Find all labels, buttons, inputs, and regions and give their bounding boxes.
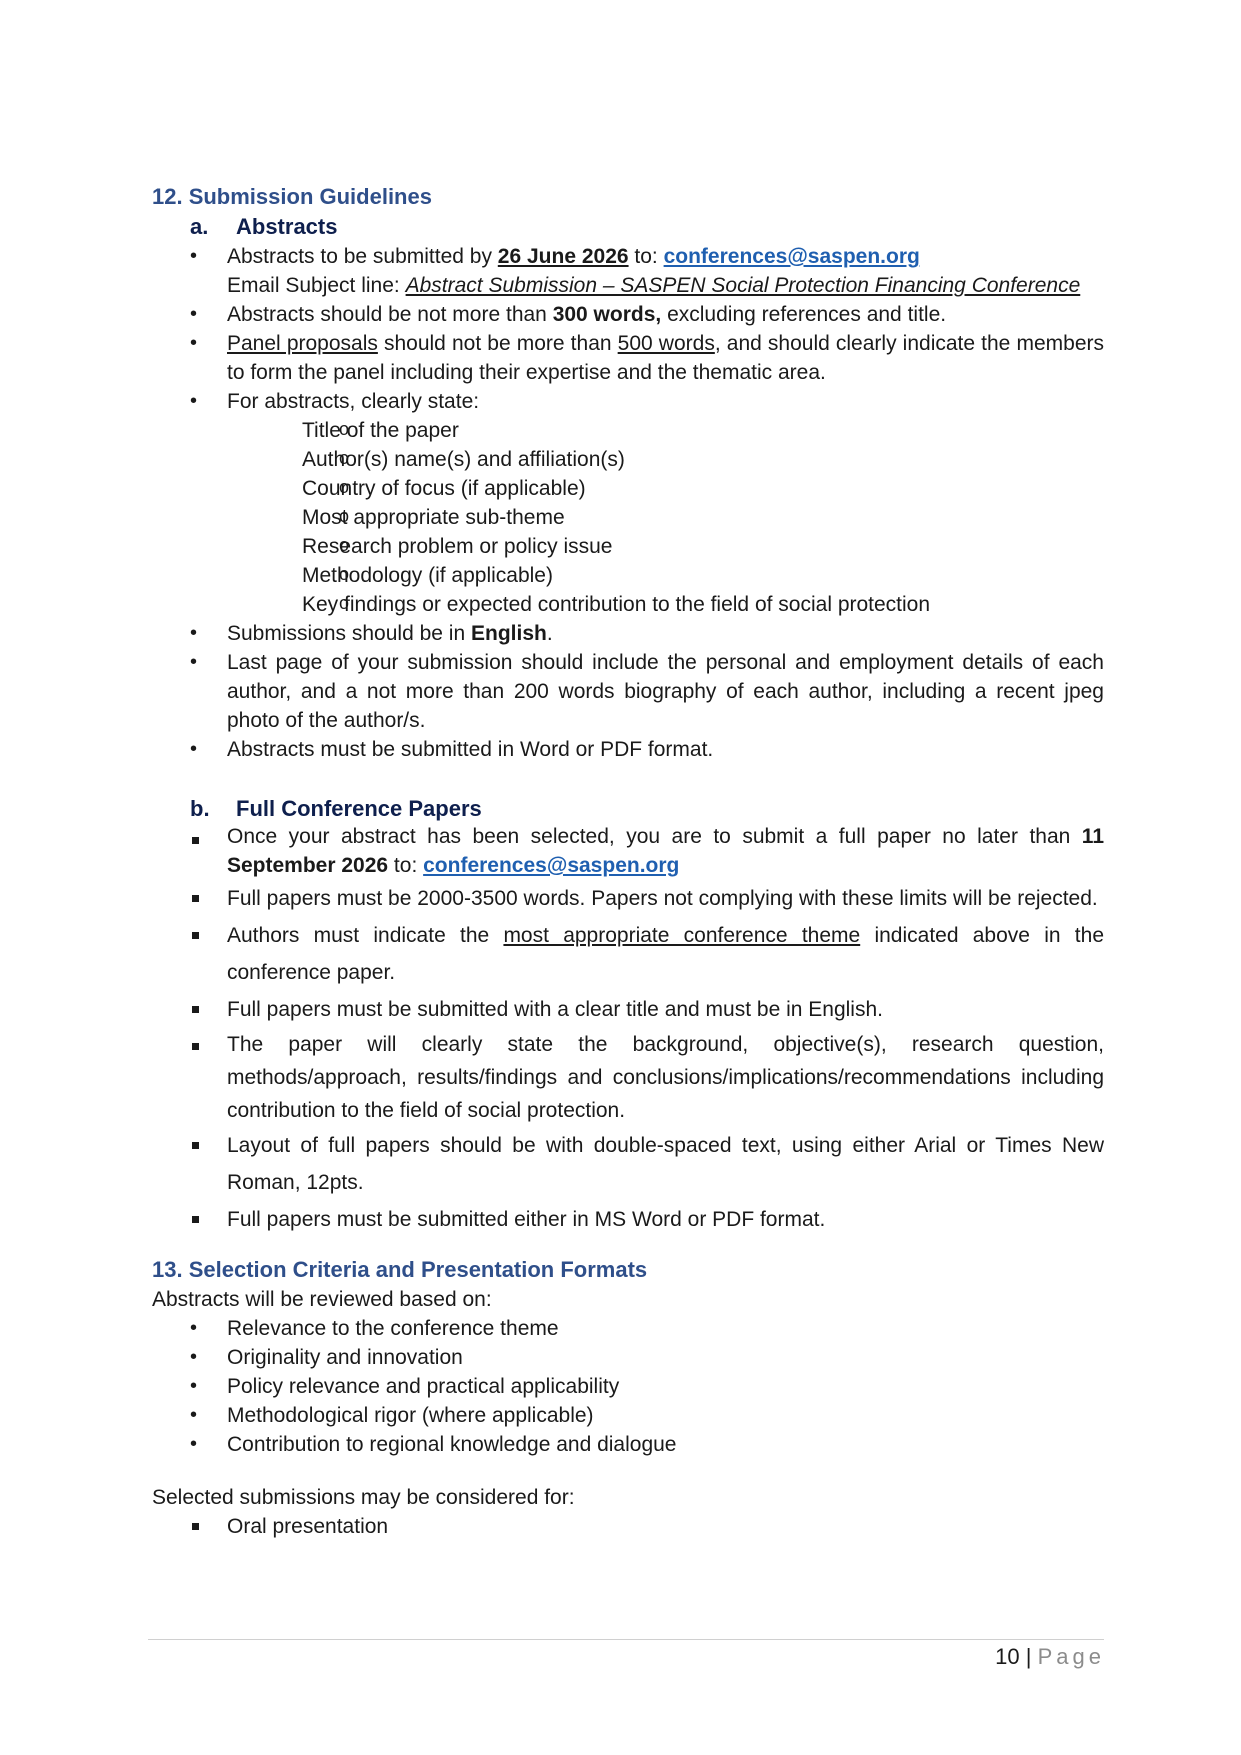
text: should not be more than (377, 332, 618, 355)
list-item: • Contribution to regional knowledge and dialogue (152, 1430, 1104, 1459)
selected-intro: Selected submissions may be considered for: (152, 1486, 575, 1509)
subsection-a-title: Abstracts (236, 214, 338, 239)
subsection-a-heading (190, 212, 1104, 242)
subsection-b-letter: b. (190, 796, 210, 821)
list-item: • Policy relevance and practical applicability (152, 1372, 1104, 1401)
text: Authors must indicate the (227, 924, 504, 947)
text: Email Subject line: (227, 274, 406, 297)
list-item: Full papers must be submitted either in MS Word or PDF format. (152, 1201, 1104, 1238)
list-item (152, 300, 1104, 329)
formats-list (152, 1512, 1104, 1541)
sub-list-item: o Most appropriate sub-theme (227, 503, 1104, 532)
sub-list-item: o Research problem or policy issue (227, 532, 1104, 561)
text: , and should clearly indicate the members to form the panel including their expertise and the thematic area. (227, 332, 1104, 384)
deadline-date: 26 June 2026 (497, 245, 629, 268)
page-label: Page (1037, 1644, 1105, 1669)
text: Abstracts to be submitted by (227, 245, 498, 268)
sub-list-item: o Methodology (if applicable) (227, 561, 1104, 590)
page-content (152, 182, 1104, 1541)
text: Once your abstract has been selected, you are to submit a full paper no later than (227, 825, 1082, 848)
panel-word-limit: 500 words (617, 332, 715, 355)
spacer (152, 764, 1104, 794)
text: excluding references and title. (661, 303, 947, 326)
email-link[interactable]: conferences@saspen.org (663, 245, 920, 268)
list-item (152, 619, 1104, 648)
language: English (470, 622, 547, 645)
list-item: • Originality and innovation (152, 1343, 1104, 1372)
panel-proposals: Panel proposals (227, 332, 378, 355)
subsection-b-heading (190, 794, 1104, 824)
text: For abstracts, clearly state: (227, 390, 480, 413)
list-item: Oral presentation (152, 1512, 1104, 1541)
section-12-heading: 12. Submission Guidelines (152, 184, 432, 209)
sub-list-item: o Key findings or expected contribution to the field of social protection (227, 590, 1104, 619)
email-subject: Abstract Submission – SASPEN Social Protection Financing Conference (405, 274, 1081, 297)
list-item (152, 917, 1104, 991)
list-item: Full papers must be 2000-3500 words. Papers not complying with these limits will be rejected. (152, 880, 1104, 917)
list-item (152, 242, 1104, 300)
deadline-date: 11 September 2026 (227, 825, 1104, 877)
footer-separator: | (1019, 1644, 1038, 1669)
theme-emphasis: most appropriate conference theme (503, 924, 861, 947)
list-item: • Relevance to the conference theme (152, 1314, 1104, 1343)
page-footer (995, 1644, 1105, 1670)
email-link[interactable]: conferences@saspen.org (423, 854, 680, 877)
full-papers-list (152, 822, 1104, 1238)
subsection-b-title: Full Conference Papers (236, 796, 482, 821)
criteria-list (152, 1314, 1104, 1459)
section-13-intro: Abstracts will be reviewed based on: (152, 1288, 492, 1311)
subsection-a-letter: a. (190, 214, 209, 239)
list-item: • Methodological rigor (where applicable) (152, 1401, 1104, 1430)
list-item (152, 329, 1104, 387)
page-number: 10 (995, 1644, 1020, 1669)
list-item: • Last page of your submission should include the personal and employment details of each author, and a not more than 200 words biography of each author, including a recent jpeg photo of the author/s. (152, 648, 1104, 735)
email-subject-line (227, 271, 1104, 300)
list-item: Full papers must be submitted with a clear title and must be in English. (152, 991, 1104, 1028)
sub-list-item: o Author(s) name(s) and affiliation(s) (227, 445, 1104, 474)
text: Submissions should be in (227, 622, 471, 645)
text: to: (628, 245, 664, 268)
list-item: • Abstracts must be submitted in Word or PDF format. (152, 735, 1104, 764)
text: indicated above in the conference paper. (227, 924, 1104, 984)
section-13-heading: 13. Selection Criteria and Presentation Formats (152, 1257, 648, 1282)
list-item: The paper will clearly state the background, objective(s), research question, methods/approach, results/findings and conclusions/implications/recommendations including contribution to the field of social protection. (152, 1028, 1104, 1127)
abstracts-list (152, 242, 1104, 764)
spacer (152, 1459, 1104, 1483)
footer-divider (148, 1639, 1104, 1640)
word-limit: 300 words, (552, 303, 662, 326)
sub-list-item: o Title of the paper (227, 416, 1104, 445)
list-item (152, 387, 1104, 619)
text: to: (388, 854, 424, 877)
text: Abstracts should be not more than (227, 303, 553, 326)
abstract-contents-list (227, 416, 1104, 619)
sub-list-item: o Country of focus (if applicable) (227, 474, 1104, 503)
text: . (546, 622, 553, 645)
spacer (152, 1238, 1104, 1255)
list-item: Layout of full papers should be with double-spaced text, using either Arial or Times New Roman, 12pts. (152, 1127, 1104, 1201)
list-item (152, 822, 1104, 880)
